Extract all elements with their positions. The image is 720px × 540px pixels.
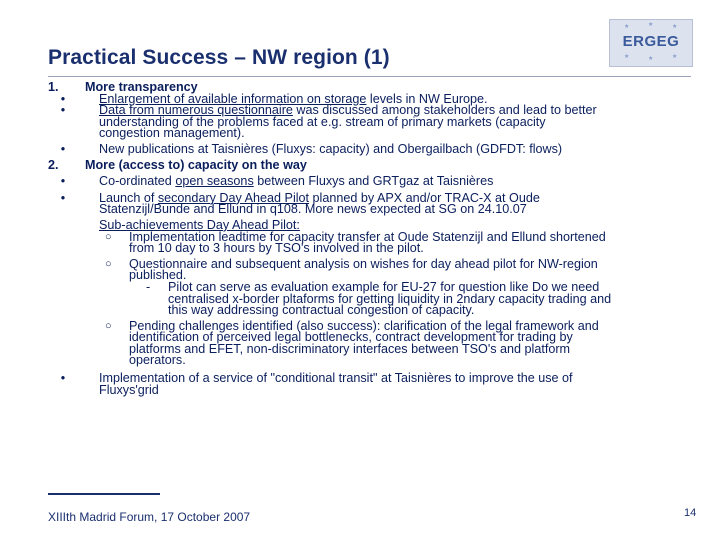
sub-point-continuation: operators. xyxy=(129,353,186,368)
sub-point-continuation: identification of perceived legal bottlenecks, contract development for trading by xyxy=(129,330,573,345)
list-item: • Enlargement of available information on storage levels in NW Europe. xyxy=(48,94,698,106)
item-link[interactable]: Enlargement of available information on storage xyxy=(99,91,367,106)
section-heading xyxy=(48,157,698,172)
sub-point: ○ Implementation leadtime for capacity transfer at Oude Statenzijl and Ellund shortened xyxy=(105,229,606,244)
item-continuation: understanding of the problems faced at e.g. stream of primary markets (capacity xyxy=(99,114,546,129)
slide-title: Practical Success – NW region (1) xyxy=(48,46,390,69)
star-icon: ★ xyxy=(624,24,630,30)
item-link[interactable]: secondary Day Ahead Pilot xyxy=(157,190,310,205)
sub-note: - Pilot can serve as evaluation example for EU-27 for question like Do we need xyxy=(146,279,600,294)
star-icon: ★ xyxy=(672,54,678,60)
list-item: • Data from numerous questionnaire was discussed among stakeholders and lead to better xyxy=(48,105,698,117)
square-bullet-icon: ○ xyxy=(105,257,112,270)
list-item: • New publications at Taisnières (Fluxys: capacity) and Obergailbach (GDFDT: flows) xyxy=(48,144,698,156)
list-item: • Launch of secondary Day Ahead Pilot planned by APX and/or TRAC-X at Oude xyxy=(48,193,698,205)
section-title: More transparency xyxy=(85,80,198,94)
item-continuation: Fluxys'grid xyxy=(99,382,159,397)
sub-point-continuation: from 10 day to 3 hours by TSO's involved in the pilot. xyxy=(129,241,424,256)
star-icon: ★ xyxy=(672,24,678,30)
item-link[interactable]: Data from numerous questionnaire xyxy=(99,103,293,118)
bullet-icon: • xyxy=(60,103,66,118)
slide-body xyxy=(48,82,698,396)
square-bullet-icon: ○ xyxy=(105,319,112,332)
logo-text: ERGEG xyxy=(622,33,680,50)
sub-point-continuation: published. xyxy=(129,268,187,283)
bullet-icon: • xyxy=(60,190,66,205)
section-number: 1. xyxy=(48,80,59,94)
item-link[interactable]: open seasons xyxy=(175,174,254,189)
sub-achievements-heading: Sub-achievements Day Ahead Pilot: xyxy=(99,217,300,232)
list-item: • Co-ordinated open seasons between Fluxys and GRTgaz at Taisnières xyxy=(48,176,698,188)
footer-divider xyxy=(48,493,160,495)
ergeg-logo xyxy=(609,19,693,67)
bullet-icon: • xyxy=(60,174,66,189)
section-title: More (access to) capacity on the way xyxy=(85,157,307,172)
sub-point-continuation: platforms and EFET, non-discriminatory interfaces between TSO's and platform xyxy=(129,341,571,356)
sub-point: ○ Questionnaire and subsequent analysis on wishes for day ahead pilot for NW-region xyxy=(105,256,598,271)
star-icon: ★ xyxy=(648,22,654,28)
star-icon: ★ xyxy=(648,56,654,62)
square-bullet-icon: ○ xyxy=(105,230,112,243)
sub-point: ○ Pending challenges identified (also success): clarification of the legal framework and xyxy=(105,318,599,333)
bullet-icon: • xyxy=(60,91,66,106)
footer-text: XIIIth Madrid Forum, 17 October 2007 xyxy=(48,510,251,524)
bullet-icon: • xyxy=(60,141,66,156)
dash-bullet: - xyxy=(146,279,151,294)
item-continuation: congestion management). xyxy=(99,126,245,141)
section-number: 2. xyxy=(48,157,59,172)
item-continuation: Statenzijl/Bunde and Ellund in q108. More news expected at SG on 24.10.07 xyxy=(99,202,527,217)
sub-note-continuation: this way addressing contractual congestion of capacity. xyxy=(168,303,475,318)
page-number: 14 xyxy=(684,507,697,519)
star-icon: ★ xyxy=(624,54,630,60)
title-divider xyxy=(48,76,691,77)
list-item: • Implementation of a service of "conditional transit" at Taisnières to improve the use of xyxy=(48,373,698,385)
bullet-icon: • xyxy=(60,371,66,386)
sub-note-continuation: centralised x-border pltaforms for getting liquidity in 2ndary capacity trading and xyxy=(168,291,612,306)
